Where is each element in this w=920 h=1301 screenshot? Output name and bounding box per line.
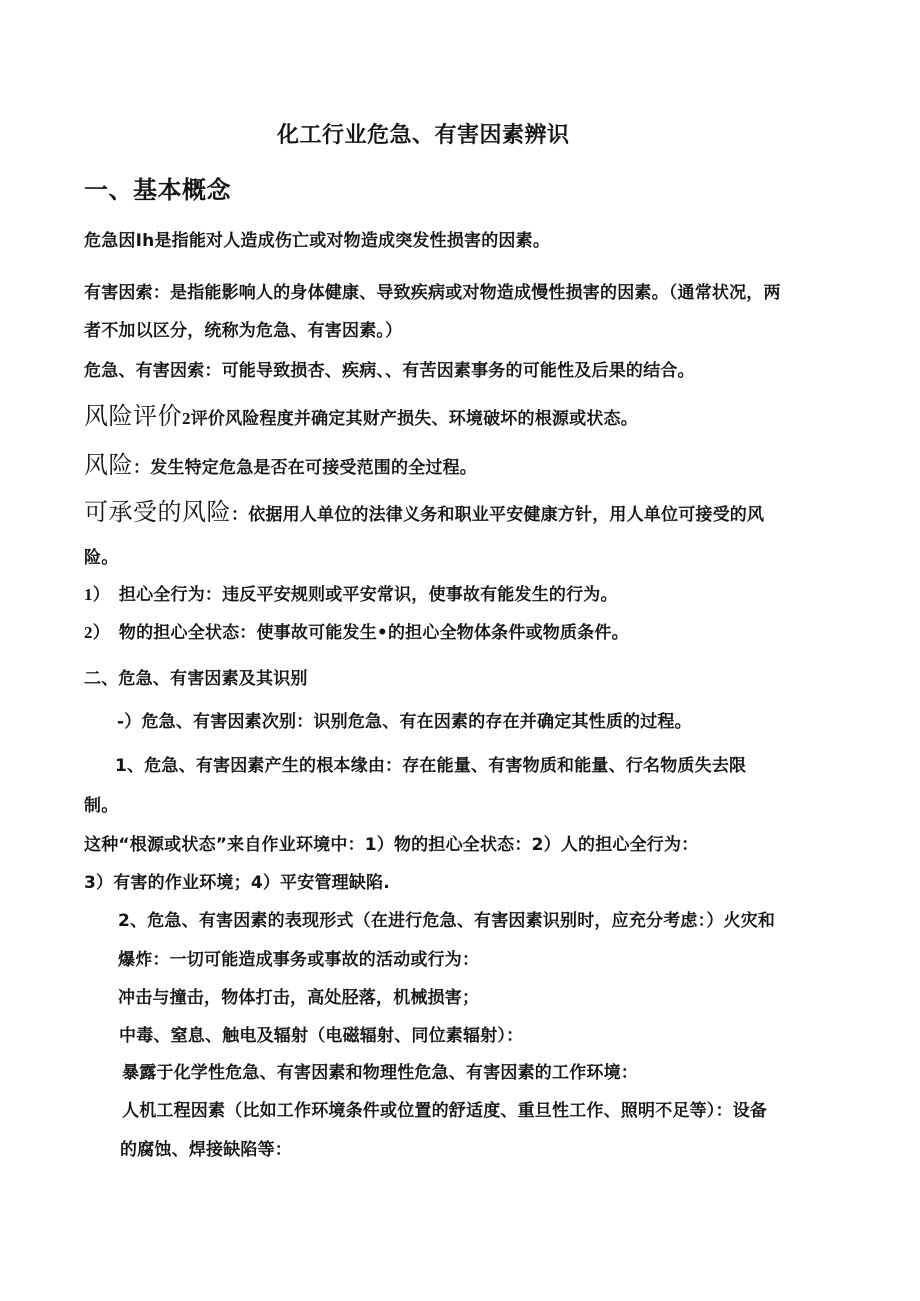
paragraph-line: 险。: [84, 548, 119, 568]
paragraph-line: 者不加以区分，统称为危急、有害因素。）: [84, 321, 403, 341]
term-risk: 风险: [84, 451, 133, 479]
paragraph-line: 3）有害的作业环境；4）平安管理缺陷.: [84, 873, 390, 893]
list-marker: 2）: [84, 623, 110, 642]
line-text: ：发生特定危急是否在可接受范围的全过程。: [133, 458, 477, 478]
list-marker: 1）: [84, 585, 110, 604]
line-text: 评价风险程度并确定其财产损失、环境破坏的根源或状态。: [190, 409, 638, 429]
paragraph-line: 2、危急、有害因素的表现形式（在进行危急、有害因素识别时，应充分考虑：）火灾和: [118, 911, 776, 931]
paragraph-line: 危急因Ih是指能对人造成伤亡或对物造成突发性损害的因素。: [84, 231, 551, 251]
list-item-line: [84, 585, 618, 605]
paragraph-line: -）危急、有害因素次别：识别危急、有在因素的存在并确定其性质的过程。: [117, 712, 692, 732]
term-number: 2: [182, 409, 191, 428]
document-title: 化工行业危急、有害因素辨识: [277, 123, 570, 148]
paragraph-line: 1、危急、有害因素产生的根本缘由：存在能量、有害物质和能量、行名物质失去限: [115, 756, 747, 776]
line-text: 担心全行为：违反平安规则或平安常识，使事故有能发生的行为。: [118, 585, 618, 605]
paragraph-line: 的腐蚀、焊接缺陷等：: [120, 1140, 292, 1160]
paragraph-line: [84, 498, 764, 526]
paragraph-line: 有害因索：是指能影响人的身体健康、导致疾病或对物造成慢性损害的因素。（通常状况，两: [84, 283, 781, 303]
paragraph-line: 暴露于化学性危急、有害因素和物理性危急、有害因素的工作环境：: [122, 1063, 638, 1083]
paragraph-line: [84, 451, 477, 479]
line-text: ：依据用人单位的法律义务和职业平安健康方针，用人单位可接受的风: [231, 505, 765, 525]
paragraph-line: 爆炸：一切可能造成事务或事故的活动或行为：: [118, 950, 480, 970]
paragraph-line: [84, 402, 638, 430]
term-acceptable-risk: 可承受的风险: [84, 498, 231, 526]
paragraph-line: 人机工程因素（比如工作环境条件或位置的舒适度、重旦性工作、照明不足等）：设备: [122, 1101, 768, 1121]
line-text: 物的担心全状态：使事故可能发生•的担心全物体条件或物质条件。: [118, 623, 629, 643]
paragraph-line: 这种“根源或状态”来自作业环境中：1）物的担心全状态：2）人的担心全行为：: [84, 835, 699, 855]
section-1-heading: 一、基本概念: [84, 176, 231, 204]
paragraph-line: 冲击与撞击，物体打击，高处胫落，机械损害；: [118, 988, 480, 1008]
paragraph-line: 中毒、窒息、触电及辐射（电磁辐射、同位素辐射）：: [119, 1026, 524, 1046]
paragraph-line: 危急、有害因索：可能导致损杏、疾病、、有苦因素事务的可能性及后果的结合。: [84, 361, 695, 381]
paragraph-line: 制。: [84, 796, 119, 816]
term-risk-evaluation: 风险评价: [84, 402, 182, 430]
section-2-heading: 二、危急、有害因素及其识别: [84, 669, 308, 689]
list-item-line: [84, 623, 629, 643]
